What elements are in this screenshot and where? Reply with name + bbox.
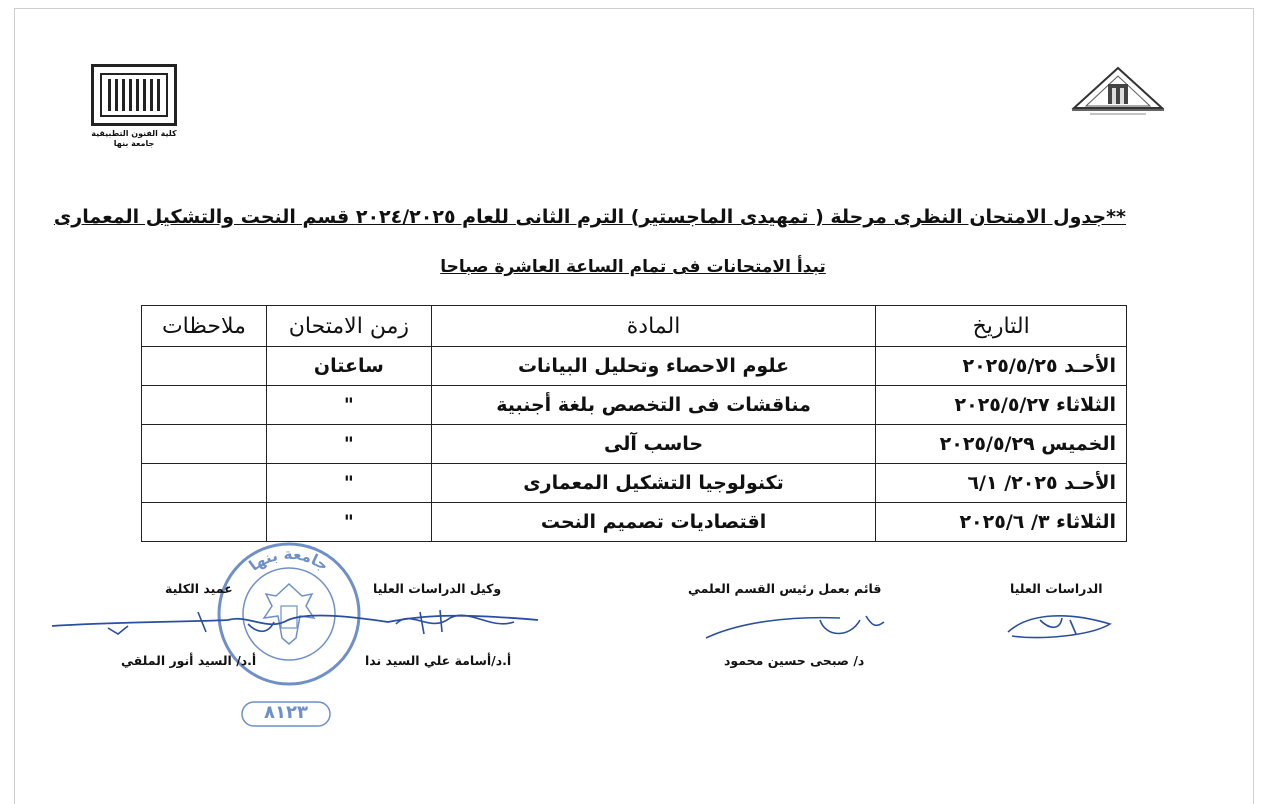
sig-label-acting-head: قائم بعمل رئيس القسم العلمي bbox=[688, 581, 882, 596]
stamp-number: ٨١٢٣ bbox=[264, 702, 308, 723]
row-notes bbox=[142, 347, 267, 386]
row-date: الثلاثاء ٢٠٢٥/٥/٢٧ bbox=[876, 386, 1127, 425]
exam-time-note bbox=[0, 257, 1266, 277]
sig-label-dean: عميد الكلية bbox=[165, 581, 233, 596]
row-notes bbox=[142, 464, 267, 503]
signature-vice-dean-icon bbox=[390, 604, 520, 640]
faculty-logo-text bbox=[88, 129, 180, 149]
row-subject: مناقشات فى التخصص بلغة أجنبية bbox=[431, 386, 875, 425]
row-duration: ساعتان bbox=[266, 347, 431, 386]
table-row bbox=[142, 425, 1127, 464]
row-duration: " bbox=[266, 464, 431, 503]
exam-time-text: تبدأ الامتحانات فى تمام الساعة العاشرة صباحا bbox=[440, 257, 826, 277]
signature-acting-head-icon bbox=[700, 602, 890, 646]
row-subject: حاسب آلى bbox=[431, 425, 875, 464]
stamp-text: جامعة بنها bbox=[245, 544, 333, 575]
row-duration: " bbox=[266, 503, 431, 542]
row-date: الأحـد ٢٠٢٥/٥/٢٥ bbox=[876, 347, 1127, 386]
header-duration: زمن الامتحان bbox=[266, 306, 431, 347]
row-notes bbox=[142, 503, 267, 542]
row-date: الخميس ٢٠٢٥/٥/٢٩ bbox=[876, 425, 1127, 464]
header-subject: المادة bbox=[431, 306, 875, 347]
row-subject: اقتصاديات تصميم النحت bbox=[431, 503, 875, 542]
faculty-name: كلية الفنون التطبيقية bbox=[91, 129, 177, 138]
row-duration: " bbox=[266, 386, 431, 425]
row-date: الأحـد ٢٠٢٥/ ٦/١ bbox=[876, 464, 1127, 503]
university-logo-icon bbox=[1070, 62, 1166, 118]
row-date: الثلاثاء ٣/ ٢٠٢٥/٦ bbox=[876, 503, 1127, 542]
table-header-row bbox=[142, 306, 1127, 347]
sig-label-studies: الدراسات العليا bbox=[1010, 581, 1103, 596]
university-name: جامعة بنها bbox=[113, 139, 155, 148]
sig-name-dean: أ.د/ السيد أنور الملقي bbox=[121, 653, 257, 668]
row-subject: علوم الاحصاء وتحليل البيانات bbox=[431, 347, 875, 386]
table-row bbox=[142, 347, 1127, 386]
row-duration: " bbox=[266, 425, 431, 464]
sig-label-vice-dean: وكيل الدراسات العليا bbox=[373, 581, 502, 596]
sig-name-acting-head: د/ صبحى حسين محمود bbox=[724, 653, 865, 668]
stamp-number-box bbox=[240, 700, 332, 728]
table-row bbox=[142, 386, 1127, 425]
table-row bbox=[142, 464, 1127, 503]
faculty-logo-emblem bbox=[91, 64, 177, 126]
row-notes bbox=[142, 386, 267, 425]
exam-schedule-table bbox=[141, 305, 1127, 542]
document-title: **جدول الامتحان النظرى مرحلة ( تمهيدى الماجستير) الترم الثانى للعام ٢٠٢٤/٢٠٢٥ قسم النحت والتشكيل المعمارى bbox=[53, 206, 1126, 228]
signature-studies-icon bbox=[1000, 606, 1120, 646]
header-date: التاريخ bbox=[876, 306, 1127, 347]
row-subject: تكنولوجيا التشكيل المعمارى bbox=[431, 464, 875, 503]
sig-name-vice-dean: أ.د/أسامة علي السيد ندا bbox=[365, 653, 512, 668]
table-row bbox=[142, 503, 1127, 542]
row-notes bbox=[142, 425, 267, 464]
faculty-logo bbox=[88, 64, 180, 154]
header-notes: ملاحظات bbox=[142, 306, 267, 347]
